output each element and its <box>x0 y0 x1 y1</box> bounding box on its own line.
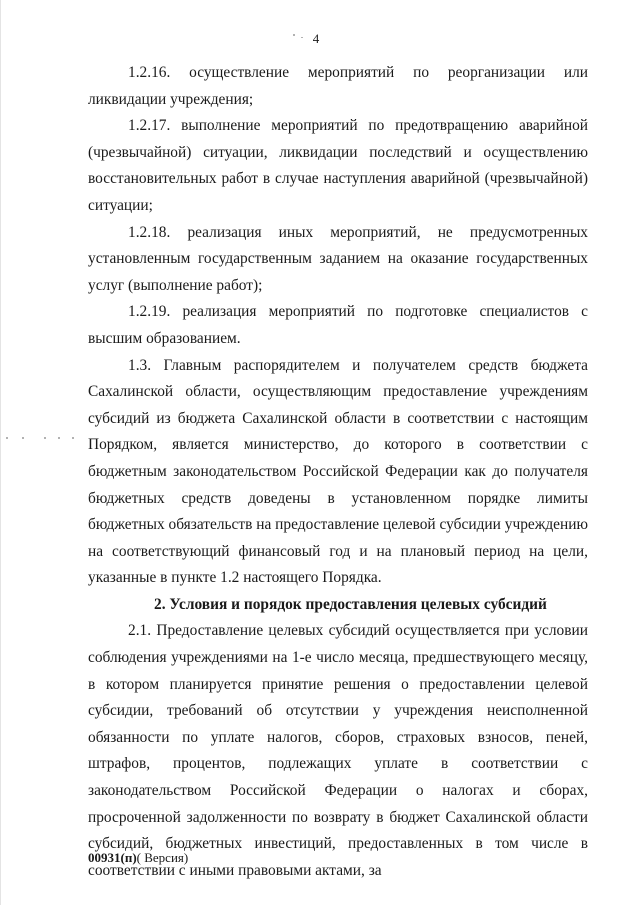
paragraph-1-2-18: 1.2.18. реализация иных мероприятий, не предусмотренных установленным государственным заданием на оказание государственных услуг (выполнение работ); <box>88 223 588 294</box>
document-body <box>88 60 588 884</box>
page-number: 4 <box>312 31 320 46</box>
document-footer <box>88 850 188 866</box>
scan-speck <box>44 437 46 439</box>
scan-speck <box>72 437 74 439</box>
paragraph-1-2-16: 1.2.16. осуществление мероприятий по реорганизации или ликвидации учреждения; <box>88 64 588 108</box>
scan-speck <box>22 437 24 439</box>
scan-speck <box>6 437 8 439</box>
section-heading: 2. Условия и порядок предоставления целевых субсидий <box>154 595 547 613</box>
scan-speck <box>58 437 60 439</box>
paragraph-1-2-17: 1.2.17. выполнение мероприятий по предотвращению аварийной (чрезвычайной) ситуации, ликвидации последствий и осуществлению восстановительных работ в случае наступления аварийной (чрезвычайной) ситуации; <box>88 117 588 214</box>
paragraph-2-1: 2.1. Предоставление целевых субсидий осуществляется при условии соблюдения учреждениями на 1-е число месяца, предшествующего месяцу, в котором планируется принятие решения о предоставлении целевой субсидии, требований об отсутствии у учреждения неисполненной обязанности по уплате налогов, сборов, страховых взносов, пеней, штрафов, процентов, подлежащих уплате в соответствии с законодательством Российской Федерации о налогах и сборах, просроченной задолженности по возврату в бюджет Сахалинской области субсидий, бюджетных инвестиций, предоставленных в том числе в соответствии с иными правовыми актами, за <box>88 622 588 879</box>
scan-edge-shadow <box>0 0 1 905</box>
document-version: ( Версия) <box>136 850 189 865</box>
document-code: 00931(п) <box>88 850 137 865</box>
paragraph-1-2-19: 1.2.19. реализация мероприятий по подготовке специалистов с высшим образованием. <box>88 303 588 347</box>
paragraph-1-3: 1.3. Главным распорядителем и получателем средств бюджета Сахалинской области, осуществляющим предоставление учреждениям субсидий из бюджета Сахалинской области в соответствии с настоящим Порядком, является министерство, до которого в соответствии с бюджетным законодательством Российской Федерации как до получателя бюджетных средств доведены в установленном порядке лимиты бюджетных обязательств на предоставление целевой субсидии учреждению на соответствующий финансовый год и на плановый период на цели, указанные в пункте 1.2 настоящего Порядка. <box>88 356 588 587</box>
